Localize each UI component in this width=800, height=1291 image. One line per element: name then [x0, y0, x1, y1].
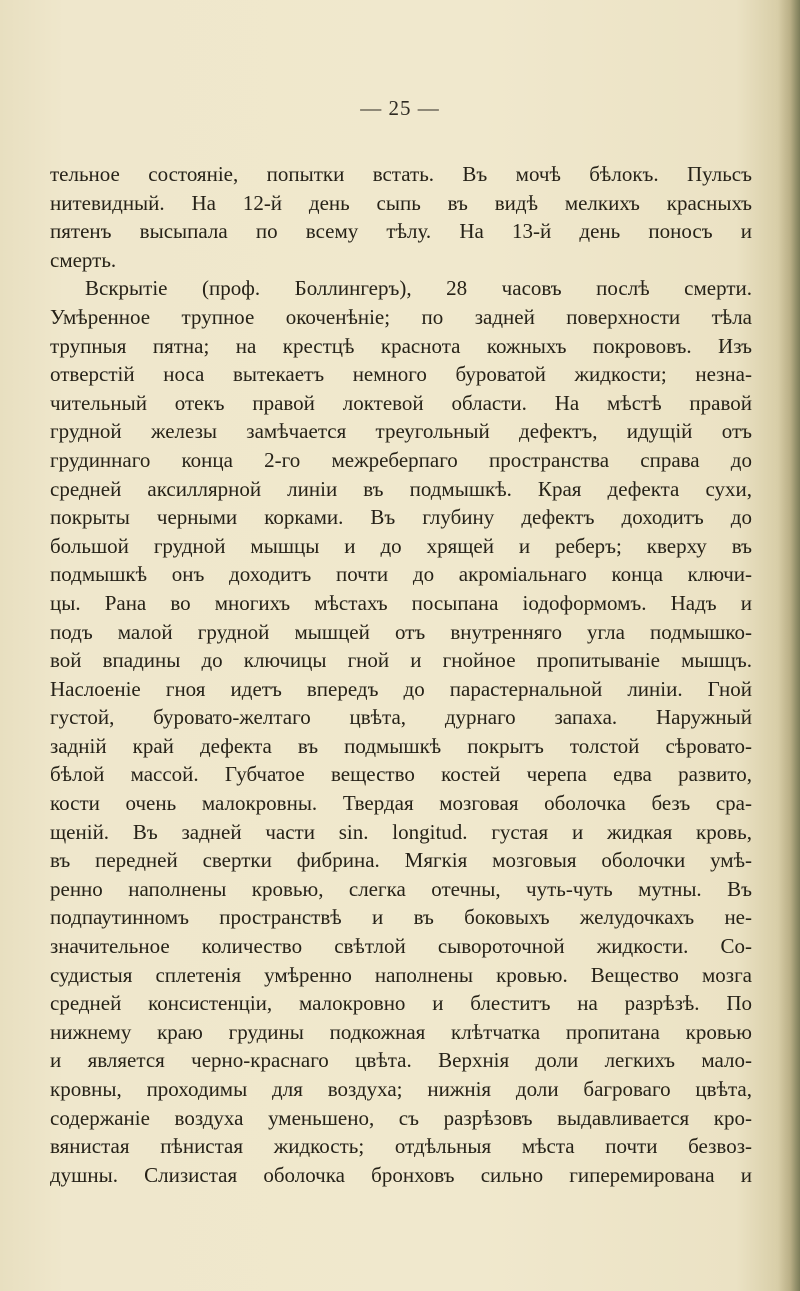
text-line: грудиннаго конца 2-го межреберпаго пространства справа до: [50, 447, 752, 472]
text-line: кровны, проходимы для воздуха; нижнія доли багроваго цвѣта,: [50, 1077, 752, 1101]
text-line: въ передней свертки фибрина. Мягкія мозговыя оболочки умѣ-: [50, 848, 752, 873]
text-line: подмышкѣ онъ доходитъ почти до акроміальнаго конца ключи-: [50, 562, 752, 587]
text-line: нижнему краю грудины подкожная клѣтчатка пропитана кровью: [50, 1019, 752, 1044]
body-text: [50, 160, 752, 1189]
text-line: задній край дефекта въ подмышкѣ покрытъ толстой сѣровато-: [50, 733, 752, 758]
text-line: душны. Слизистая оболочка бронховъ сильно гиперемирована и: [50, 1162, 752, 1187]
text-line: смерть.: [50, 247, 117, 272]
text-line: вянистая пѣнистая жидкость; отдѣльныя мѣста почти безвоз-: [50, 1134, 752, 1159]
text-line: покрыты черными корками. Въ глубину дефектъ доходитъ до: [50, 505, 752, 530]
text-line: Вскрытіе (проф. Боллингеръ), 28 часовъ послѣ смерти.: [85, 276, 752, 301]
text-line: отверстій носа вытекаетъ немного буроватой жидкости; незна-: [50, 362, 752, 387]
text-line: нитевидный. На 12-й день сыпь въ видѣ мелкихъ красныхъ: [50, 190, 752, 215]
text-line: вой впадины до ключицы гной и гнойное пропитываніе мышцъ.: [50, 648, 752, 673]
text-line: густой, буровато-желтаго цвѣта, дурнаго запаха. Наружный: [50, 705, 752, 730]
text-line: большой грудной мышцы и до хрящей и реберъ; кверху въ: [50, 533, 752, 558]
text-line: подъ малой грудной мышцей отъ внутренняго угла подмышко-: [50, 619, 752, 644]
text-line: и является черно-краснаго цвѣта. Верхнія доли легкихъ мало-: [50, 1048, 752, 1073]
page-edge-shadow: [778, 0, 800, 1291]
text-line: содержаніе воздуха уменьшено, съ разрѣзовъ выдавливается кро-: [50, 1105, 752, 1130]
text-line: Умѣренное трупное окоченѣніе; по задней поверхности тѣла: [50, 304, 752, 329]
text-line: ренно наполнены кровью, слегка отечны, чуть-чуть мутны. Въ: [50, 876, 752, 901]
text-line: средней аксиллярной линіи въ подмышкѣ. Края дефекта сухи,: [50, 476, 752, 501]
page-number: — 25 —: [360, 96, 440, 120]
text-line: пятенъ высыпала по всему тѣлу. На 13-й день поносъ и: [50, 219, 752, 244]
text-line: бѣлой массой. Губчатое вещество костей черепа едва развито,: [50, 762, 752, 787]
text-line: трупныя пятна; на крестцѣ краснота кожныхъ покрововъ. Изъ: [50, 333, 752, 358]
text-line: грудной железы замѣчается треугольный дефектъ, идущій отъ: [50, 419, 752, 444]
text-line: Наслоеніе гноя идетъ впередъ до парастернальной линіи. Гной: [50, 676, 752, 701]
text-line: средней консистенціи, малокровно и блеститъ на разрѣзѣ. По: [50, 991, 752, 1016]
text-line: цы. Рана во многихъ мѣстахъ посыпана іодоформомъ. Надъ и: [50, 590, 752, 615]
text-line: тельное состояніе, попытки встать. Въ мочѣ бѣлокъ. Пульсъ: [50, 162, 752, 186]
text-line: чительный отекъ правой локтевой области. На мѣстѣ правой: [50, 390, 752, 415]
text-line: судистыя сплетенія умѣренно наполнены кровью. Вещество мозга: [50, 962, 752, 987]
text-line: значительное количество свѣтлой сывороточной жидкости. Со-: [50, 934, 752, 959]
text-line: щеній. Въ задней части sin. longitud. густая и жидкая кровь,: [50, 819, 752, 844]
text-line: кости очень малокровны. Твердая мозговая оболочка безъ сра-: [50, 791, 752, 816]
text-line: подпаутинномъ пространствѣ и въ боковыхъ желудочкахъ не-: [50, 905, 752, 930]
